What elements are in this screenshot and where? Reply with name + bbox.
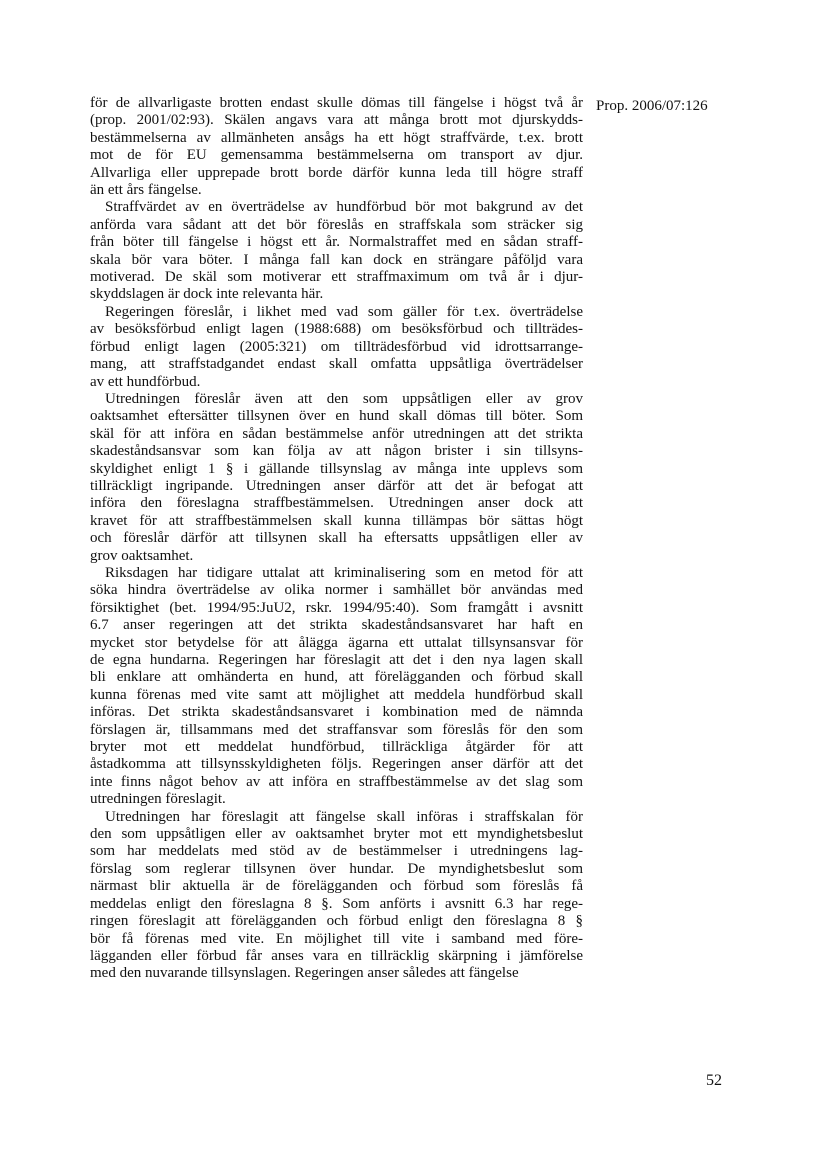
text-line: oaktsamhet eftersätter tillsynen över en hund skall dömas till böter. Som — [90, 408, 583, 425]
paragraph — [90, 809, 583, 983]
text-line: av ett hundförbud. — [90, 373, 201, 390]
text-line: mang, att straffstadgandet endast skall omfatta uppsåtliga överträdelser — [90, 356, 583, 373]
text-line: ringen föreslagit att förelägganden och förbud enligt den föreslagna 8 § — [90, 913, 583, 930]
text-line: för de allvarligaste brotten endast skulle dömas till fängelse i högst två år — [90, 95, 583, 111]
text-line: grov oaktsamhet. — [90, 547, 194, 564]
text-line: från böter till fängelse i högst ett år. Normalstraffet med en sådan straff- — [90, 234, 583, 251]
text-line: anförda vara sådant att det bör föreslås en straffskala som sträcker sig — [90, 216, 583, 233]
paragraph — [90, 304, 583, 391]
text-line: de egna hundarna. Regeringen har föreslagit att det i den nya lagen skall — [90, 652, 583, 668]
text-line: mycket stor betydelse för att ålägga ägarna ett uttalat tillsynsansvar för — [90, 634, 583, 651]
text-line: förslagen är, tillsammans med det straffansvar som föreslås för den som — [90, 721, 583, 738]
text-line: bestämmelserna av allmänheten ansågs ha ett högt straffvärde, t.ex. brott — [90, 129, 583, 146]
text-line: skyddslagen är dock inte relevanta här. — [90, 286, 324, 303]
paragraph — [90, 565, 583, 809]
text-line: 6.7 anser regeringen att det strikta skadeståndsansvaret har haft en — [90, 617, 583, 634]
text-line: försiktighet (bet. 1994/95:JuU2, rskr. 1994/95:40). Som framgått i avsnitt — [90, 599, 583, 616]
text-line: förbud enligt lagen (2005:321) om tillträdesförbud vid idrottsarrange- — [90, 338, 583, 355]
text-line: Straffvärdet av en överträdelse av hundförbud bör mot bakgrund av det — [105, 199, 583, 216]
text-line: motiverad. De skäl som motiverar ett straffmaximum om två år i djur- — [90, 269, 583, 286]
paragraph — [90, 391, 583, 565]
text-line: skäl för att införa en sådan bestämmelse anför utredningen att det strikta — [90, 425, 583, 442]
text-line: Riksdagen har tidigare uttalat att kriminalisering som en metod för att — [105, 564, 583, 581]
text-line: med den nuvarande tillsynslagen. Regeringen anser således att fängelse — [90, 965, 519, 982]
text-line: (prop. 2001/02:93). Skälen angavs vara att många brott mot djurskydds- — [90, 112, 583, 129]
text-line: tillräckligt ingripande. Utredningen anser därför att det är befogat att — [90, 477, 583, 494]
paragraph — [90, 199, 583, 303]
text-line: söka hindra överträdelse av olika normer i samhället bör användas med — [90, 582, 583, 599]
text-line: inte finns något behov av att införa en straffbestämmelse av det slag som — [90, 773, 583, 790]
text-line: förslag som reglerar tillsynen över hundar. De myndighetsbeslut som — [90, 860, 583, 877]
text-line: skyldighet enligt 1 § i gällande tillsynslag av många inte upplevs som — [90, 460, 583, 477]
text-line: skala bör vara böter. I många fall kan dock en strängare påföljd vara — [90, 251, 583, 268]
text-line: skadeståndsansvar som kan följa av att någon brister i sin tillsyns- — [90, 443, 583, 460]
body-text — [90, 95, 583, 983]
text-line: Utredningen har föreslagit att fängelse skall införas i straffskalan för — [105, 808, 583, 825]
text-line: än ett års fängelse. — [90, 182, 202, 199]
text-line: utredningen föreslagit. — [90, 791, 226, 808]
text-line: Utredningen föreslår även att den som uppsåtligen eller av grov — [105, 390, 583, 407]
text-line: som har meddelats med stöd av de bestämmelser i utredningens lag- — [90, 843, 583, 860]
document-reference: Prop. 2006/07:126 — [596, 98, 708, 114]
text-line: kunna förenas med vite samt att möjlighet att meddela hundförbud skall — [90, 686, 583, 703]
text-line: av besöksförbud enligt lagen (1988:688) om besöksförbud och tillträdes- — [90, 321, 583, 338]
text-line: kravet för att straffbestämmelsen skall kunna tillämpas bör sättas högt — [90, 512, 583, 529]
text-line: Allvarliga eller upprepade brott borde därför kunna leda till högre straff — [90, 164, 583, 181]
text-line: införas. Det strikta skadeståndsansvaret i kombination med de nämnda — [90, 704, 583, 721]
text-line: Regeringen föreslår, i likhet med vad som gäller för t.ex. överträdelse — [105, 303, 583, 320]
text-line: den som uppsåtligen eller av oaktsamhet bryter mot ett myndighetsbeslut — [90, 826, 583, 843]
text-line: meddelas enligt den föreslagna 8 §. Som anförts i avsnitt 6.3 har rege- — [90, 895, 583, 912]
text-line: bli enklare att omhänderta en hund, att förelägganden och förbud skall — [90, 669, 583, 686]
text-line: lägganden eller förbud får anses vara en tillräcklig skärpning i jämförelse — [90, 947, 583, 964]
text-line: införa den föreslagna straffbestämmelsen. Utredningen anser dock att — [90, 495, 583, 512]
text-line: åstadkomma att tillsynsskyldigheten följs. Regeringen anser därför att det — [90, 756, 583, 773]
page-number: 52 — [706, 1072, 722, 1089]
paragraph — [90, 95, 583, 199]
text-line: närmast blir aktuella är de förelägganden och förbud som föreslås få — [90, 878, 583, 895]
text-line: och föreslår därför att tillsynen skall ha eftersatts uppsåtligen eller av — [90, 530, 583, 547]
text-line: bryter mot ett meddelat hundförbud, tillräckliga åtgärder för att — [90, 739, 583, 756]
text-line: mot de för EU gemensamma bestämmelserna om transport av djur. — [90, 147, 583, 164]
text-line: bör få förenas med vite. En möjlighet till vite i samband med före- — [90, 930, 583, 947]
